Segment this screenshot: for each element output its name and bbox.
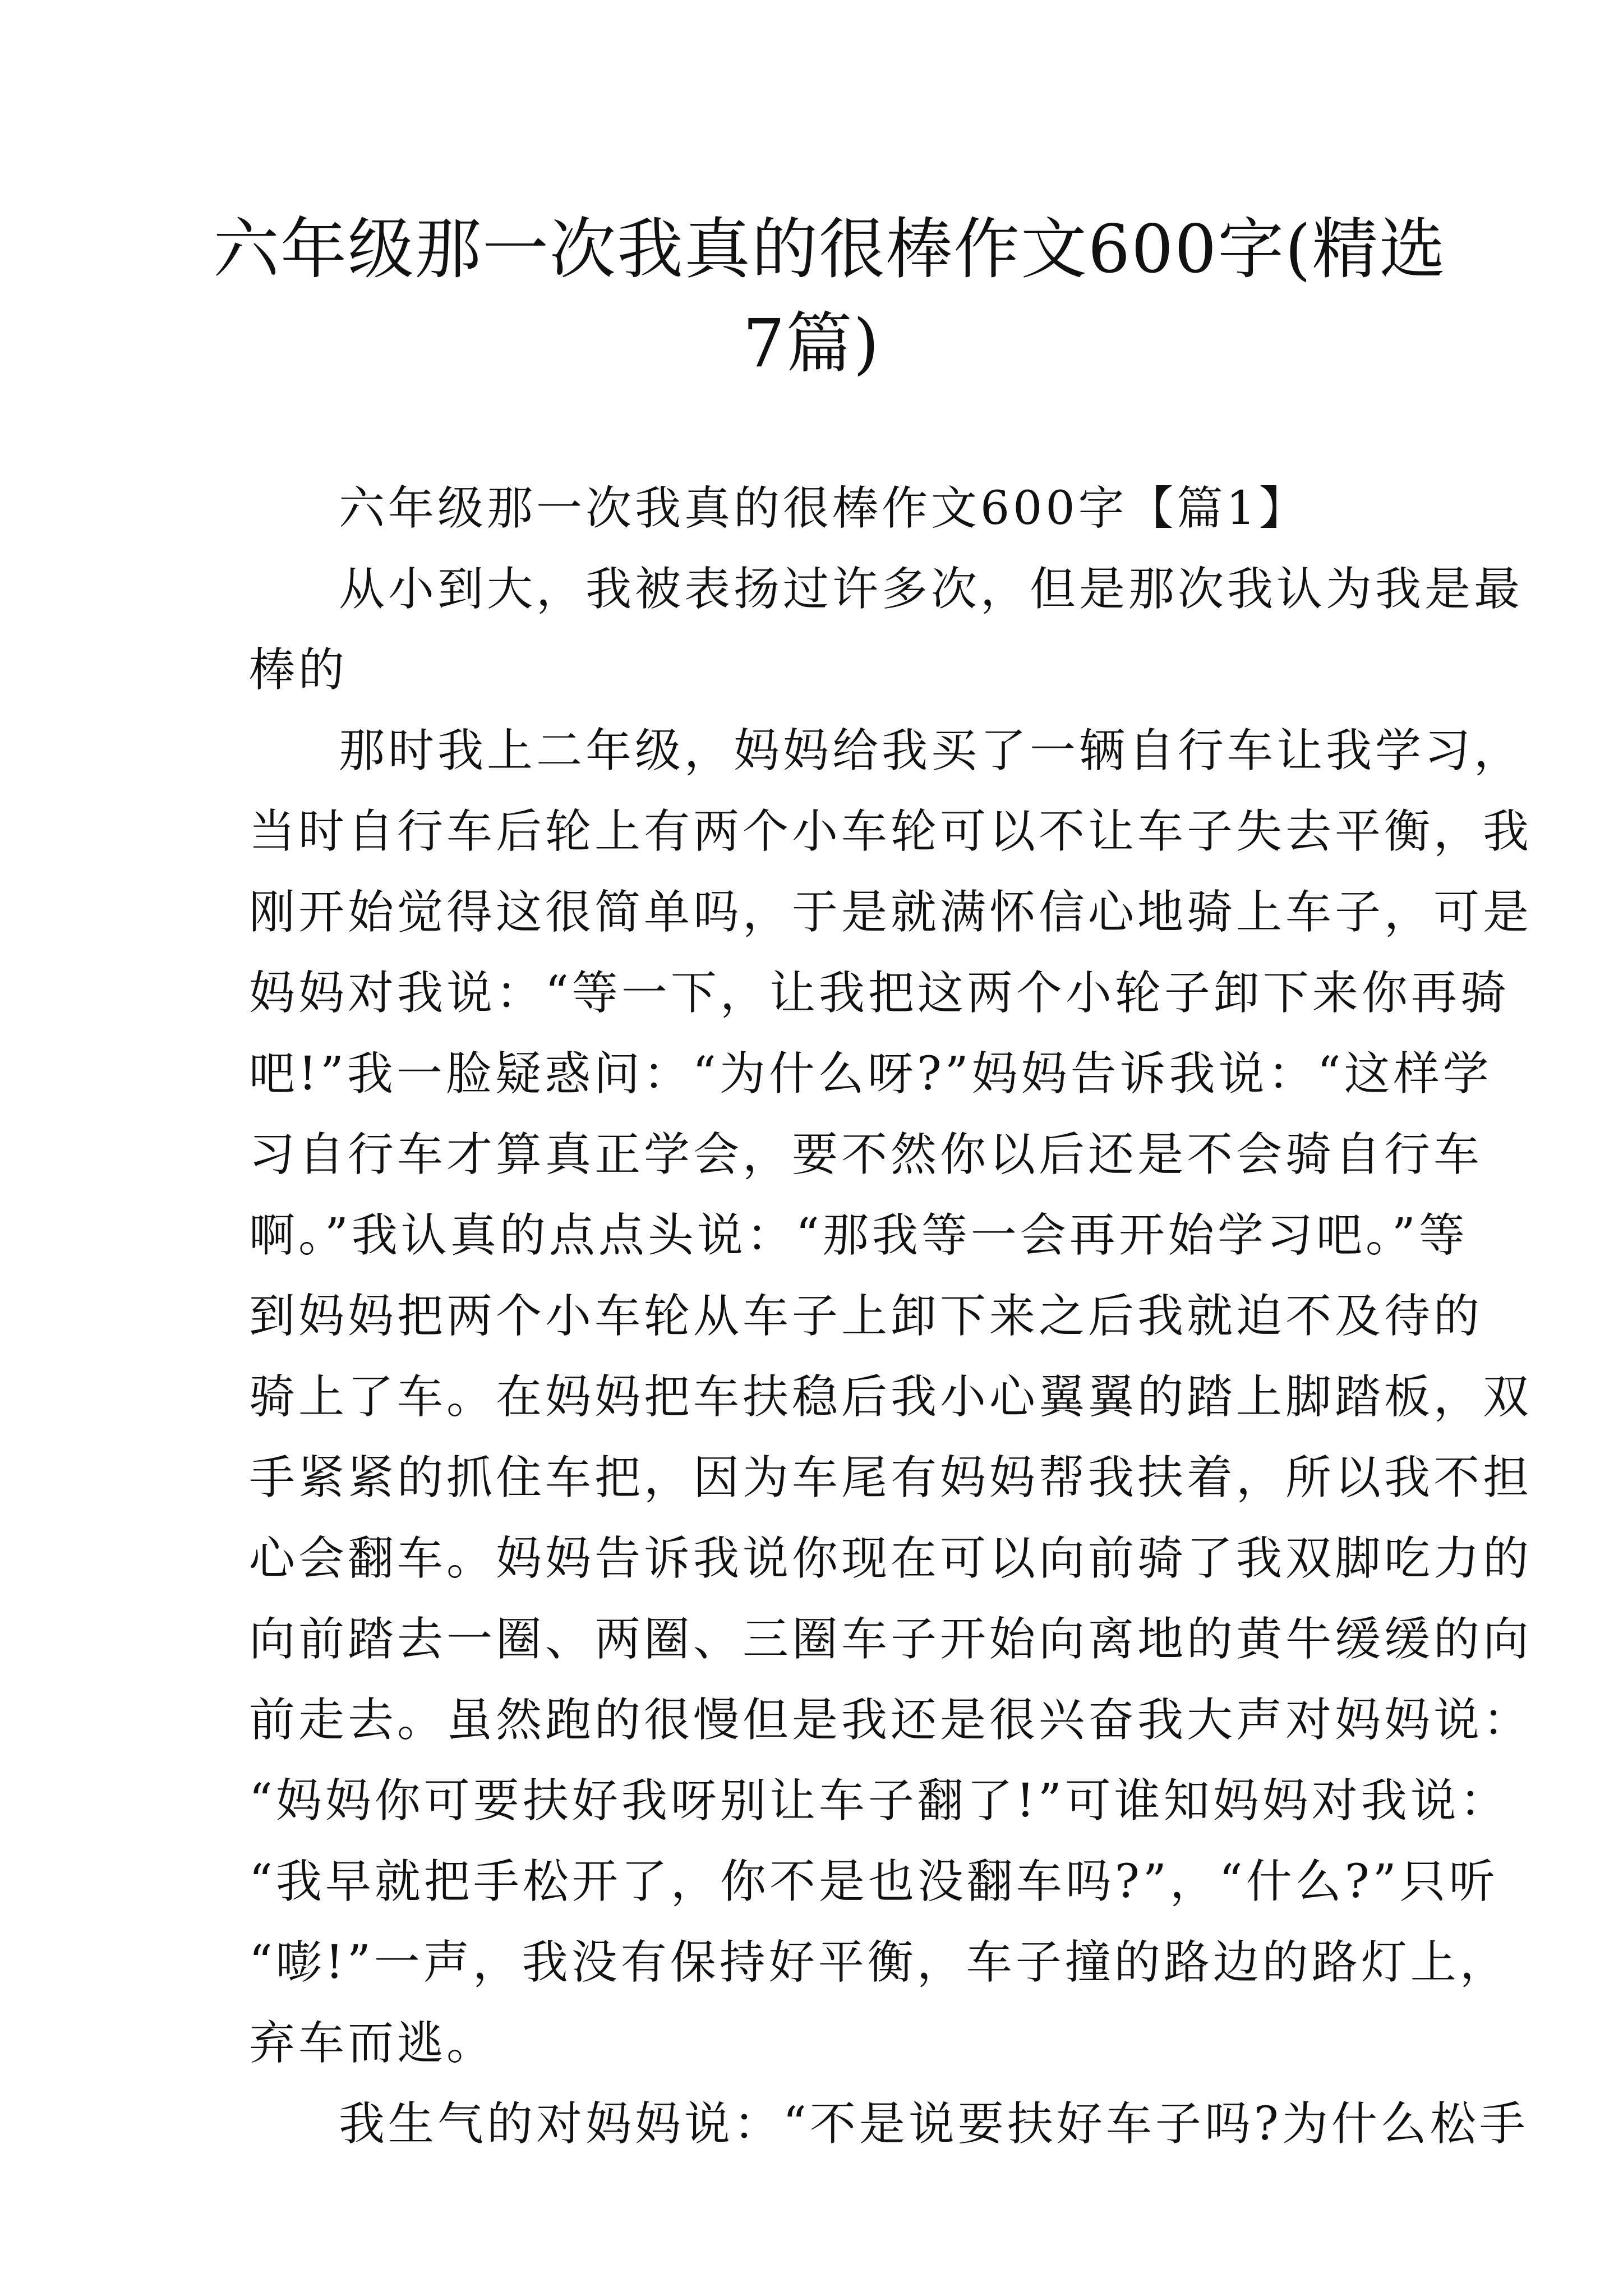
text-line: 那时我上二年级，妈妈给我买了一辆自行车让我学习， — [339, 724, 1524, 777]
text-line: 前走去。虽然跑的很慢但是我还是很兴奋我大声对妈妈说： — [249, 1694, 1533, 1747]
text-line: “嘭!”一声，我没有保持好平衡，车子撞的路边的路灯上， — [249, 1936, 1509, 1989]
title-line-1: 六年级那一次我真的很棒作文600字(精选 — [213, 210, 1447, 288]
text-line: 我生气的对妈妈说：“不是说要扶好车子吗?为什么松手 — [339, 2097, 1529, 2151]
text-line: 习自行车才算真正学会，要不然你以后还是不会骑自行车 — [249, 1128, 1483, 1181]
title-line-2: 7篇) — [743, 305, 880, 382]
text-line: 到妈妈把两个小车轮从车子上卸下来之后我就迫不及待的 — [249, 1290, 1483, 1343]
text-line: 心会翻车。妈妈告诉我说你现在可以向前骑了我双脚吃力的 — [249, 1532, 1533, 1585]
text-line: 啊。”我认真的点点头说：“那我等一会再开始学习吧。”等 — [249, 1209, 1468, 1262]
text-line: “我早就把手松开了，你不是也没翻车吗?”，“什么?”只听 — [249, 1855, 1498, 1908]
text-line: 妈妈对我说：“等一下，让我把这两个小轮子卸下来你再骑 — [249, 967, 1510, 1020]
text-line: 刚开始觉得这很简单吗，于是就满怀信心地骑上车子，可是 — [249, 886, 1533, 939]
text-line: 骑上了车。在妈妈把车扶稳后我小心翼翼的踏上脚踏板，双 — [249, 1370, 1533, 1424]
text-line: 弃车而逃。 — [249, 2017, 496, 2070]
text-line: 当时自行车后轮上有两个小车轮可以不让车子失去平衡，我 — [249, 805, 1533, 858]
document-title — [213, 202, 1447, 390]
text-line: 向前踏去一圈、两圈、三圈车子开始向离地的黄牛缓缓的向 — [249, 1613, 1533, 1666]
text-line: 手紧紧的抓住车把，因为车尾有妈妈帮我扶着，所以我不担 — [249, 1451, 1533, 1504]
text-line: “妈妈你可要扶好我呀别让车子翻了!”可谁知妈妈对我说： — [249, 1774, 1509, 1828]
text-line: 棒的 — [249, 643, 348, 697]
text-line: 吧!”我一脸疑惑问：“为什么呀?”妈妈告诉我说：“这样学 — [249, 1047, 1492, 1101]
text-line: 六年级那一次我真的很棒作文600字【篇1】 — [339, 482, 1308, 535]
text-line: 从小到大，我被表扬过许多次，但是那次我认为我是最 — [339, 563, 1524, 616]
document-body — [249, 468, 1533, 2165]
